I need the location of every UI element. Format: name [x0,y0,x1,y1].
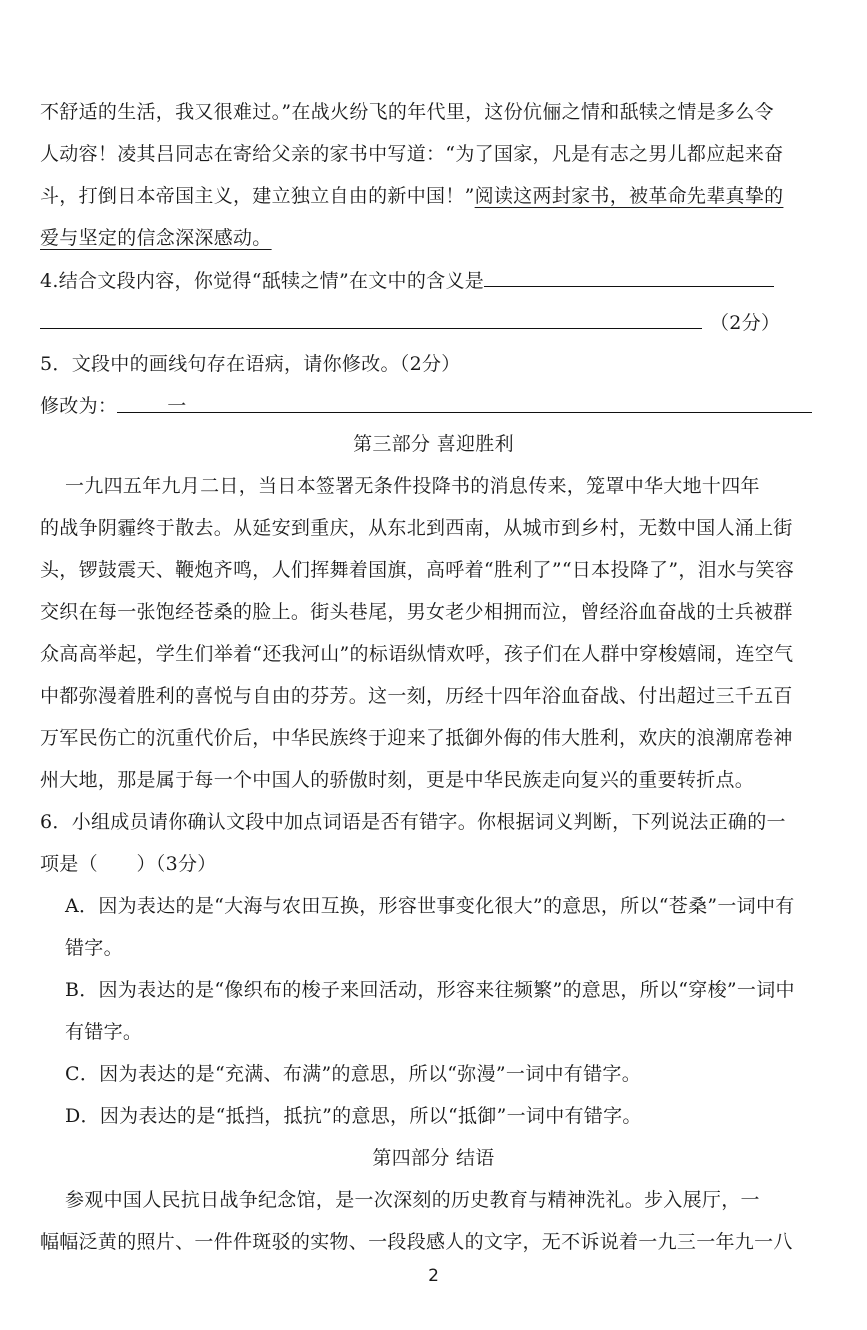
question-6-stem: 项是（ ）（3分） [40,853,217,875]
answer-label: 修改为： [40,395,118,417]
part4-line: 参观中国人民抗日战争纪念馆，是一次深刻的历史教育与精神洗礼。步入展厅，一 [65,1189,760,1211]
underlined-sentence: 爱与坚定的信念深深感动。 [40,227,272,249]
part3-line: 一九四五年九月二日，当日本签署无条件投降书的消息传来，笼罩中华大地十四年 [65,475,760,497]
option-b-cont: 有错字。 [65,1021,143,1043]
option-d[interactable]: D．因为表达的是“抵挡，抵抗”的意思，所以“抵御”一词中有错字。 [65,1105,642,1127]
page-number: 2 [428,1266,439,1286]
part3-line: 交织在每一张饱经苍桑的脸上。街头巷尾，男女老少相拥而泣，曾经浴血奋战的士兵被群 [40,601,793,623]
part3-line: 众高高举起，学生们举着“还我河山”的标语纵情欢呼，孩子们在人群中穿梭嬉闹，连空气 [40,643,794,665]
answer-blank[interactable] [117,392,812,417]
option-b[interactable]: B．因为表达的是“像织布的梭子来回活动，形容来往频繁”的意思，所以“穿梭”一词中 [65,979,795,1001]
part4-line: 幅幅泛黄的照片、一件件斑驳的实物、一段段感人的文字，无不诉说着一九三一年九一八 [40,1231,793,1253]
passage-line: 人动容！凌其吕同志在寄给父亲的家书中写道：“为了国家，凡是有志之男儿都应起来奋 [40,143,784,165]
question-4-points: （2分） [710,312,781,334]
part3-line: 中都弥漫着胜利的喜悦与自由的芬芳。这一刻，历经十四年浴血奋战、付出超过三千五百 [40,685,793,707]
part3-line: 的战争阴霾终于散去。从延安到重庆，从东北到西南，从城市到乡村，无数中国人涌上街 [40,517,793,539]
option-a-cont: 错字。 [65,937,123,959]
question-5-answer [40,392,812,420]
option-a[interactable]: A．因为表达的是“大海与农田互换，形容世事变化很大”的意思，所以“苍桑”一词中有 [65,895,795,917]
answer-blank[interactable] [40,308,702,329]
part3-heading: 第三部分 喜迎胜利 [353,433,514,455]
question-4-line2 [40,308,780,337]
question-4-prompt: 4.结合文段内容，你觉得“舐犊之情”在文中的含义是 [40,270,485,292]
part4-heading: 第四部分 结语 [372,1147,495,1169]
passage-text: 斗，打倒日本帝国主义，建立独立自由的新中国！” [40,185,475,207]
passage-line [40,182,783,210]
passage-line: 不舒适的生活，我又很难过。”在战火纷飞的年代里，这份伉俪之情和舐犊之情是多么令 [40,101,774,123]
question-5: 5．文段中的画线句存在语病，请你修改。（2分） [40,353,461,375]
part3-line: 州大地，那是属于每一个中国人的骄傲时刻，更是中华民族走向复兴的重要转折点。 [40,769,755,791]
handwritten-mark: 一 [167,395,187,417]
question-6-stem: 6．小组成员请你确认文段中加点词语是否有错字。你根据词义判断，下列说法正确的一 [40,811,786,833]
answer-blank[interactable] [484,266,774,287]
question-4 [40,266,774,295]
part3-line: 万军民伤亡的沉重代价后，中华民族终于迎来了抵御外侮的伟大胜利，欢庆的浪潮席卷神 [40,727,793,749]
part3-line: 头，锣鼓震天、鞭炮齐鸣，人们挥舞着国旗，高呼着“胜利了”“日本投降了”，泪水与笑容 [40,559,795,581]
passage-line [40,224,272,252]
option-c[interactable]: C．因为表达的是“充满、布满”的意思，所以“弥漫”一词中有错字。 [65,1063,641,1085]
underlined-sentence: 阅读这两封家书，被革命先辈真挚的 [474,185,784,207]
